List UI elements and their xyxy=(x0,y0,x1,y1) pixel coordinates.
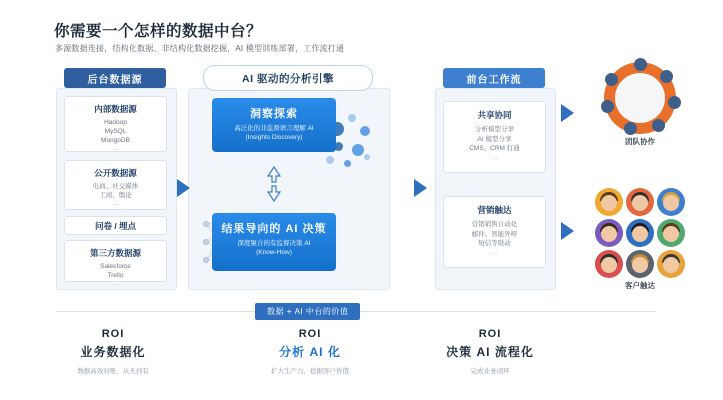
source-card-thirdparty xyxy=(64,240,167,288)
source-card-public xyxy=(64,160,167,210)
ai-card-know-how xyxy=(212,213,336,271)
source-card-title: 第三方数据源 xyxy=(89,248,141,258)
workflow-card-line: 分析模型分享 xyxy=(475,126,514,133)
source-card-ellipsis: ··· xyxy=(112,201,119,208)
roi-title: 分析 AI 化 xyxy=(279,345,341,359)
avatar xyxy=(626,188,654,216)
page-title: 你需要一个怎样的数据中台？ xyxy=(54,23,263,40)
avatar xyxy=(626,250,654,278)
roi-block-decision xyxy=(415,328,565,375)
frontend-column-header: 前台工作流 xyxy=(443,68,545,88)
ai-card-subtitle: 高泛化的非监督语言理解 AI xyxy=(234,125,314,132)
source-card-line: Salesforce xyxy=(100,263,131,270)
value-pill-badge: 数据 + AI 中台的价值 xyxy=(255,303,360,320)
roi-kicker: ROI xyxy=(298,328,322,340)
source-card-line: Trello xyxy=(107,272,124,279)
workflow-card-line: 邮件、智能外呼 xyxy=(471,230,518,238)
roi-block-analysis xyxy=(235,328,385,375)
illustration-label: 团队协作 xyxy=(625,137,655,146)
workflow-card-line: 营销销售自动化 xyxy=(471,221,518,228)
ai-card-english: (Insights Discovery) xyxy=(245,134,303,141)
source-card-survey xyxy=(64,216,167,235)
ai-card-subtitle: 深度聚合的有监督决策 AI xyxy=(237,240,311,247)
workflow-card-ellipsis: ··· xyxy=(491,249,498,257)
illustration-label: 客户触达 xyxy=(625,281,655,290)
workflow-card-collaboration xyxy=(443,101,546,173)
avatar xyxy=(657,188,685,216)
avatar-grid xyxy=(594,188,686,278)
workflow-card-line: 短信等联动 xyxy=(478,240,511,247)
source-card-ellipsis: ··· xyxy=(112,146,119,153)
engine-column-header: AI 驱动的分析引擎 xyxy=(203,65,373,91)
source-card-ellipsis: ··· xyxy=(112,281,119,288)
ai-card-english: (Know-How) xyxy=(256,249,292,256)
workflow-card-line: CMS、CRM 打通 xyxy=(469,145,520,152)
roi-kicker: ROI xyxy=(101,328,125,340)
team-circle-graphic xyxy=(604,62,676,134)
source-card-line: 电商、社交媒体 xyxy=(92,183,139,190)
workflow-card-marketing xyxy=(443,196,546,268)
avatar xyxy=(657,250,685,278)
source-card-line: 工商、舆论 xyxy=(99,192,132,199)
workflow-card-title: 共享协同 xyxy=(477,110,512,120)
ai-card-insights-discovery xyxy=(212,98,336,152)
source-card-line: MySQL xyxy=(104,128,127,135)
arrow-engine-to-frontend-icon xyxy=(414,179,427,197)
avatar xyxy=(595,219,623,247)
ai-card-title: 结果导向的 AI 决策 xyxy=(221,223,327,235)
avatar xyxy=(595,250,623,278)
workflow-card-ellipsis: ··· xyxy=(491,154,498,162)
workflow-card-title: 营销触达 xyxy=(477,205,512,215)
roi-subtitle: 完成业务闭环 xyxy=(470,368,510,375)
avatar xyxy=(626,219,654,247)
arrow-to-customer-icon xyxy=(561,222,574,240)
source-card-line: MongoDB xyxy=(101,137,130,144)
source-card-title: 内部数据源 xyxy=(94,104,137,114)
workflow-card-line: AI 模型分享 xyxy=(477,135,512,143)
bidirectional-arrow-icon xyxy=(262,166,286,202)
roi-subtitle: 数据高效对账，从无到有 xyxy=(77,368,149,375)
backend-column-header: 后台数据源 xyxy=(64,68,166,88)
team-collaboration-illustration xyxy=(592,62,688,147)
source-card-line: Hadoop xyxy=(104,119,127,126)
page-subtitle: 多源数据连接，结构化数据、非结构化数据挖掘，AI 模型训练部署，工作流打通 xyxy=(55,44,345,53)
ai-card-title: 洞察探索 xyxy=(250,108,298,120)
source-card-title: 问卷 / 埋点 xyxy=(94,220,137,231)
avatar xyxy=(595,188,623,216)
roi-block-business xyxy=(38,328,188,375)
roi-kicker: ROI xyxy=(478,328,502,340)
avatar xyxy=(657,219,685,247)
roi-subtitle: 扩大生产力，挖掘客户价值 xyxy=(271,368,349,375)
arrow-to-team-icon xyxy=(561,104,574,122)
source-card-title: 公开数据源 xyxy=(94,168,137,178)
arrow-backend-to-engine-icon xyxy=(177,179,190,197)
customer-reach-illustration xyxy=(592,188,688,291)
roi-title: 业务数据化 xyxy=(80,345,146,359)
source-card-internal xyxy=(64,96,167,152)
roi-title: 决策 AI 流程化 xyxy=(446,345,534,359)
